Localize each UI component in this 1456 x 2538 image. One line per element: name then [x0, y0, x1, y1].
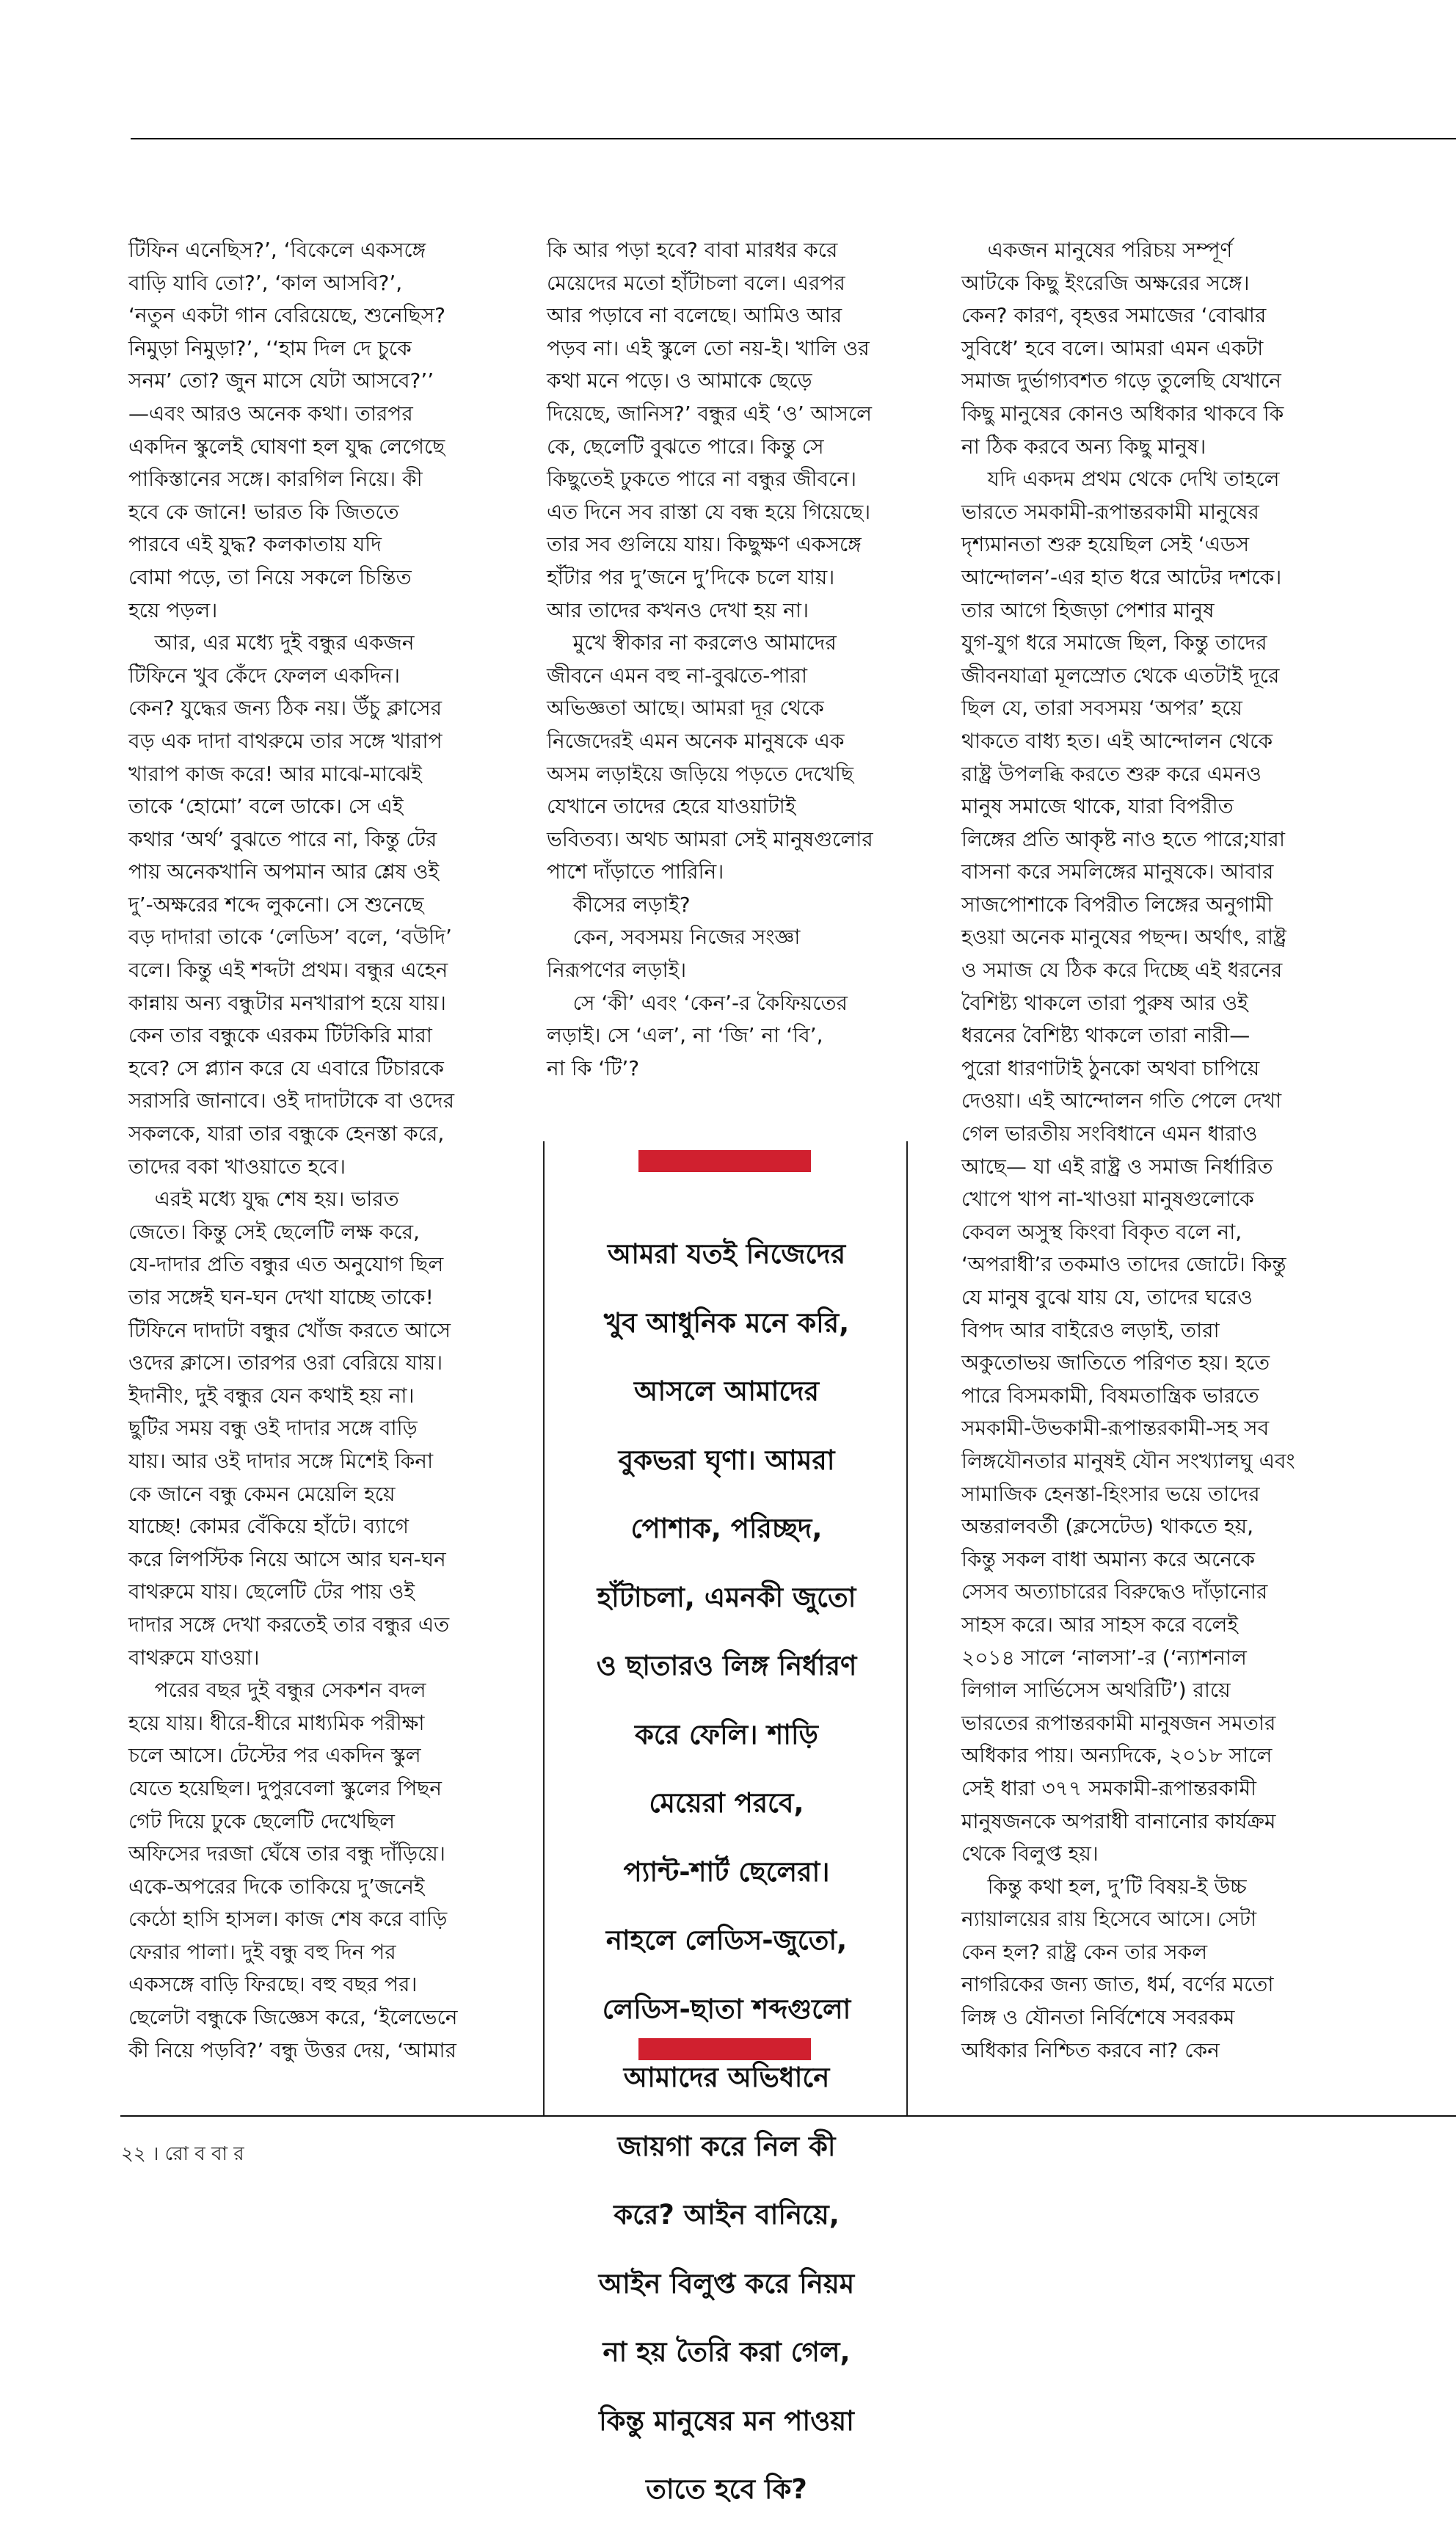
text-line: ফেরার পালা। দুই বন্ধু বহু দিন পর	[128, 1939, 396, 1964]
text-line: আন্দোলন’-এর হাত ধরে আটের দশকে।	[961, 564, 1282, 589]
text-line: সুবিধে’ হবে বলে। আমরা এমন একটা	[961, 335, 1264, 360]
text-line: আছে— যা এই রাষ্ট্র ও সমাজ নির্ধারিত	[961, 1154, 1273, 1179]
text-line: মেয়েরা পরবে,	[649, 1787, 804, 1819]
text-line: এত দিনে সব রাস্তা যে বন্ধ হয়ে গিয়েছে।	[547, 499, 871, 524]
text-line: তাদের বকা খাওয়াতে হবে।	[128, 1154, 346, 1179]
text-line: হাঁটাচলা, এমনকী জুতো	[597, 1581, 856, 1613]
text-line: ও সমাজ যে ঠিক করে দিচ্ছে এই ধরনের	[961, 958, 1283, 983]
text-line: কিছুতেই ঢুকতে পারে না বন্ধুর জীবনে।	[547, 467, 856, 492]
text-line: টিফিনে খুব কেঁদে ফেলল একদিন।	[128, 663, 401, 688]
text-line: ছেলেটা বন্ধুকে জিজ্ঞেস করে, ‘ইলেভেনে	[128, 2005, 458, 2030]
text-line: পড়ব না। এই স্কুলে তো নয়-ই। খালি ওর	[547, 335, 870, 360]
text-line: ভারতে সমকামী-রূপান্তরকামী মানুষের	[961, 499, 1259, 524]
article-column-left	[128, 234, 528, 2067]
text-line: সরাসরি জানাবে। ওই দাদাটাকে বা ওদের	[128, 1088, 455, 1113]
page-folio: ২২ । রো ব বা র	[121, 2143, 244, 2165]
text-line: মেয়েদের মতো হাঁটাচলা বলে। এরপর	[547, 270, 845, 295]
text-line: যুগ-যুগ ধরে সমাজে ছিল, কিন্তু তাদের	[961, 630, 1267, 655]
text-line: ছিল যে, তারা সবসময় ‘অপর’ হয়ে	[961, 696, 1242, 721]
text-line: পারবে এই যুদ্ধ? কলকাতায় যদি	[128, 532, 382, 557]
text-line: কিন্তু কথা হল, দু’টি বিষয়-ই উচ্চ	[961, 1874, 1247, 1899]
text-line: একে-অপরের দিকে তাকিয়ে দু’জনেই	[128, 1874, 425, 1899]
text-line: হবে? সে প্ল্যান করে যে এবারে টিচারকে	[128, 1055, 444, 1080]
text-line: কেন? কারণ, বৃহত্তর সমাজের ‘বোঝার	[961, 303, 1267, 328]
text-line: দু’-অক্ষরের শব্দে লুকনো। সে শুনেছে	[128, 892, 424, 917]
text-line: অকুতোভয় জাতিতে পরিণত হয়। হতে	[961, 1350, 1270, 1375]
text-line: হয়ে পড়ল।	[128, 597, 218, 622]
text-line: লিঙ্গযৌনতার মানুষই যৌন সংখ্যালঘু এবং	[961, 1448, 1295, 1473]
text-line: যে-দাদার প্রতি বন্ধুর এত অনুযোগ ছিল	[128, 1252, 444, 1277]
text-line: যেখানে তাদের হেরে যাওয়াটাই	[547, 794, 796, 819]
text-line: কেন তার বন্ধুকে এরকম টিটকিরি মারা	[128, 1023, 432, 1048]
text-line: দিয়েছে, জানিস?’ বন্ধুর এই ‘ও’ আসলে	[547, 401, 872, 426]
text-line: কী নিয়ে পড়বি?’ বন্ধু উত্তর দেয়, ‘আমার	[128, 2037, 456, 2062]
text-line: কিন্তু মানুষের মন পাওয়া	[599, 2404, 854, 2437]
text-line: কে জানে বন্ধু কেমন মেয়েলি হয়ে	[128, 1481, 396, 1506]
text-line: এরই মধ্যে যুদ্ধ শেষ হয়। ভারত	[128, 1187, 399, 1212]
text-line: ‘অপরাধী’র তকমাও তাদের জোটে। কিন্তু	[961, 1252, 1286, 1277]
text-line: অভিজ্ঞতা আছে। আমরা দূর থেকে	[547, 696, 824, 721]
text-line: লেডিস-ছাতা শব্দগুলো	[602, 1993, 851, 2025]
text-line: কীসের লড়াই?	[547, 892, 691, 917]
text-line: টিফিনে দাদাটা বন্ধুর খোঁজ করতে আসে	[128, 1317, 451, 1342]
text-line: অন্তরালবর্তী (ক্লসেটেড) থাকতে হয়,	[961, 1514, 1254, 1539]
text-line: জীবনযাত্রা মূলস্রোত থেকে এতটাই দূরে	[961, 663, 1280, 688]
text-line: থেকে বিলুপ্ত হয়।	[961, 1841, 1099, 1866]
text-line: বাসনা করে সমলিঙ্গের মানুষকে। আবার	[961, 859, 1274, 884]
text-line: সমাজ দুর্ভাগ্যবশত গড়ে তুলেছি যেখানে	[961, 368, 1281, 393]
text-line: খুব আধুনিক মনে করি,	[603, 1306, 850, 1339]
article-column-right	[961, 234, 1372, 2067]
column-divider-right	[906, 1141, 908, 2116]
text-line: নিরূপণের লড়াই।	[547, 958, 687, 983]
text-line: আইন বিলুপ্ত করে নিয়ম	[598, 2267, 855, 2299]
text-line: যেতে হয়েছিল। দুপুরবেলা স্কুলের পিছন	[128, 1775, 442, 1800]
text-line: কেন, সবসময় নিজের সংজ্ঞা	[547, 925, 801, 950]
text-line: কথার ‘অর্থ’ বুঝতে পারে না, কিন্তু টের	[128, 826, 437, 851]
text-line: নিজেদেরই এমন অনেক মানুষকে এক	[547, 728, 845, 753]
text-line: ধরনের বৈশিষ্ট্য থাকলে তারা নারী—	[961, 1023, 1251, 1048]
text-line: নিমুড়া নিমুড়া?’, ‘‘হাম দিল দে চুকে	[128, 335, 412, 360]
text-line: পারে বিসমকামী, বিষমতান্ত্রিক ভারতে	[961, 1383, 1259, 1408]
text-line: বলে। কিন্তু এই শব্দটা প্রথম। বন্ধুর এহেন	[128, 958, 448, 983]
text-line: হওয়া অনেক মানুষের পছন্দ। অর্থাৎ, রাষ্ট্র	[961, 925, 1286, 950]
text-line: কেবল অসুস্থ কিংবা বিকৃত বলে না,	[961, 1219, 1242, 1244]
text-line: আর, এর মধ্যে দুই বন্ধুর একজন	[128, 630, 415, 655]
text-line: লিগাল সার্ভিসেস অথরিটি’) রায়ে	[961, 1678, 1231, 1703]
text-line: পাশে দাঁড়াতে পারিনি।	[547, 859, 724, 884]
text-line: করে লিপস্টিক নিয়ে আসে আর ঘন-ঘন	[128, 1546, 446, 1571]
text-line: সমকামী-উভকামী-রূপান্তরকামী-সহ সব	[961, 1416, 1270, 1441]
text-line: ন্যায়ালয়ের রায় হিসেবে আসে। সেটা	[961, 1907, 1257, 1932]
top-rule	[131, 138, 1456, 139]
text-line: চলে আসে। টেস্টের পর একদিন স্কুল	[128, 1743, 421, 1768]
article-column-middle	[547, 234, 892, 1085]
text-line: যদি একদম প্রথম থেকে দেখি তাহলে	[961, 467, 1280, 492]
text-line: কেঠো হাসি হাসল। কাজ শেষ করে বাড়ি	[128, 1907, 448, 1932]
text-line: কান্নায় অন্য বন্ধুটার মনখারাপ হয়ে যায়।	[128, 990, 446, 1015]
text-line: জীবনে এমন বহু না-বুঝতে-পারা	[547, 663, 808, 688]
bottom-rule	[120, 2115, 1456, 2117]
text-line: বাড়ি যাবি তো?’, ‘কাল আসবি?’,	[128, 270, 403, 295]
text-line: আমাদের অভিধানে	[623, 2062, 830, 2093]
text-line: হবে কে জানে! ভারত কি জিততে	[128, 499, 399, 524]
text-line: কিন্তু সকল বাধা অমান্য করে অনেকে	[961, 1546, 1255, 1571]
text-line: প্যান্ট-শার্ট ছেলেরা।	[623, 1855, 830, 1888]
text-line: একসঙ্গে বাড়ি ফিরছে। বহু বছর পর।	[128, 1972, 418, 1997]
text-line: বোমা পড়ে, তা নিয়ে সকলে চিন্তিত	[128, 564, 412, 589]
text-line: সামাজিক হেনস্তা-হিংসার ভয়ে তাদের	[961, 1481, 1260, 1506]
pullquote-bottom-bar	[638, 2038, 811, 2060]
text-line: খোপে খাপ না-খাওয়া মানুষগুলোকে	[961, 1187, 1254, 1212]
pullquote	[558, 1207, 895, 2538]
text-line: একজন মানুষের পরিচয় সম্পূর্ণ	[961, 238, 1233, 262]
text-line: জায়গা করে নিল কী	[617, 2130, 836, 2162]
text-line: হয়ে যায়। ধীরে-ধীরে মাধ্যমিক পরীক্ষা	[128, 1710, 425, 1735]
text-line: যে মানুষ বুঝে যায় যে, তাদের ঘরেও	[961, 1285, 1253, 1309]
text-line: ওদের ক্লাসে। তারপর ওরা বেরিয়ে যায়।	[128, 1350, 443, 1375]
text-line: লড়াই। সে ‘এল’, না ‘জি’ না ‘বি’,	[547, 1023, 823, 1048]
text-line: ভবিতব্য। অথচ আমরা সেই মানুষগুলোর	[547, 826, 873, 851]
text-line: আর তাদের কখনও দেখা হয় না।	[547, 597, 809, 622]
text-line: ও ছাতারও লিঙ্গ নির্ধারণ	[596, 1650, 857, 1681]
text-line: পোশাক, পরিচ্ছদ,	[630, 1513, 823, 1544]
text-line: করে ফেলি। শাড়ি	[635, 1718, 818, 1750]
text-line: ইদানীং, দুই বন্ধুর যেন কথাই হয় না।	[128, 1383, 415, 1408]
text-line: দৃশ্যমানতা শুরু হয়েছিল সেই ‘এডস	[961, 532, 1250, 557]
text-line: পায় অনেকখানি অপমান আর শ্লেষ ওই	[128, 859, 440, 884]
text-line: সেই ধারা ৩৭৭ সমকামী-রূপান্তরকামী	[961, 1775, 1256, 1800]
text-line: খারাপ কাজ করে! আর মাঝে-মাঝেই	[128, 761, 422, 786]
text-line: বড় এক দাদা বাথরুমে তার সঙ্গে খারাপ	[128, 728, 443, 753]
text-line: আসলে আমাদের	[633, 1375, 819, 1407]
text-line: পাকিস্তানের সঙ্গে। কারগিল নিয়ে। কী	[128, 467, 423, 492]
text-line: কেন? যুদ্ধের জন্য ঠিক নয়। উঁচু ক্লাসের	[128, 696, 443, 721]
text-line: অফিসের দরজা ঘেঁষে তার বন্ধু দাঁড়িয়ে।	[128, 1841, 445, 1866]
text-line: অধিকার নিশ্চিত করবে না? কেন	[961, 2037, 1220, 2062]
text-line: বিপদ আর বাইরেও লড়াই, তারা	[961, 1317, 1220, 1342]
text-line: রাষ্ট্র উপলব্ধি করতে শুরু করে এমনও	[961, 761, 1262, 786]
text-line: সনম’ তো? জুন মাসে যেটা আসবে?’’	[128, 368, 434, 393]
text-line: জেতে। কিন্তু সেই ছেলেটি লক্ষ করে,	[128, 1219, 420, 1244]
text-line: পরের বছর দুই বন্ধুর সেকশন বদল	[128, 1678, 426, 1703]
text-line: মানুষজনকে অপরাধী বানানোর কার্যক্রম	[961, 1808, 1276, 1833]
text-line: ২০১৪ সালে ‘নালসা’-র (‘ন্যাশনাল	[961, 1645, 1247, 1670]
text-line: কি আর পড়া হবে? বাবা মারধর করে	[547, 238, 838, 262]
column-divider-left	[543, 1141, 545, 2116]
text-line: না ঠিক করবে অন্য কিছু মানুষ।	[961, 434, 1206, 459]
text-line: কে, ছেলেটি বুঝতে পারে। কিন্তু সে	[547, 434, 824, 459]
text-line: মানুষ সমাজে থাকে, যারা বিপরীত	[961, 794, 1234, 819]
text-line: দাদার সঙ্গে দেখা করতেই তার বন্ধুর এত	[128, 1612, 450, 1637]
text-line: একদিন স্কুলেই ঘোষণা হল যুদ্ধ লেগেছে	[128, 434, 445, 459]
text-line: সে ‘কী’ এবং ‘কেন’-র কৈফিয়তের	[547, 990, 848, 1015]
text-line: অসম লড়াইয়ে জড়িয়ে পড়তে দেখেছি	[547, 761, 853, 786]
text-line: বৈশিষ্ট্য থাকলে তারা পুরুষ আর ওই	[961, 990, 1248, 1015]
text-line: না কি ‘টি’?	[547, 1055, 640, 1080]
text-line: নাগরিকের জন্য জাত, ধর্ম, বর্ণের মতো	[961, 1972, 1274, 1997]
text-line: বড় দাদারা তাকে ‘লেডিস’ বলে, ‘বউদি’	[128, 925, 452, 950]
text-line: না হয় তৈরি করা গেল,	[603, 2336, 851, 2368]
text-line: ভারতের রূপান্তরকামী মানুষজন সমতার	[961, 1710, 1276, 1735]
text-line: আমরা যতই নিজেদের	[607, 1238, 846, 1270]
text-line: করে? আইন বানিয়ে,	[614, 2199, 840, 2230]
pullquote-top-bar	[638, 1150, 811, 1172]
text-line: মুখে স্বীকার না করলেও আমাদের	[547, 630, 837, 655]
text-line: লিঙ্গের প্রতি আকৃষ্ট নাও হতে পারে;যারা	[961, 826, 1285, 851]
text-line: থাকতে বাধ্য হত। এই আন্দোলন থেকে	[961, 728, 1273, 753]
text-line: যাচ্ছে! কোমর বেঁকিয়ে হাঁটে। ব্যাগে	[128, 1514, 409, 1539]
text-line: সকলকে, যারা তার বন্ধুকে হেনস্তা করে,	[128, 1121, 445, 1146]
text-line: গেল ভারতীয় সংবিধানে এমন ধারাও	[961, 1121, 1258, 1146]
text-line: গেট দিয়ে ঢুকে ছেলেটি দেখেছিল	[128, 1808, 395, 1833]
text-line: অধিকার পায়। অন্যদিকে, ২০১৮ সালে	[961, 1743, 1273, 1768]
text-line: সাজপোশাকে বিপরীত লিঙ্গের অনুগামী	[961, 892, 1273, 917]
text-line: আটকে কিছু ইংরেজি অক্ষরের সঙ্গে।	[961, 270, 1250, 295]
text-line: —এবং আরও অনেক কথা। তারপর	[128, 401, 413, 426]
text-line: বাথরুমে যাওয়া।	[128, 1645, 260, 1670]
text-line: ছুটির সময় বন্ধু ওই দাদার সঙ্গে বাড়ি	[128, 1416, 418, 1441]
text-line: সাহস করে। আর সাহস করে বলেই	[961, 1612, 1238, 1637]
text-line: তাকে ‘হোমো’ বলে ডাকে। সে এই	[128, 794, 404, 819]
text-line: বুকভরা ঘৃণা। আমরা	[618, 1444, 835, 1476]
text-line: তার সব গুলিয়ে যায়। কিছুক্ষণ একসঙ্গে	[547, 532, 862, 557]
text-line: বাথরুমে যায়। ছেলেটি টের পায় ওই	[128, 1579, 415, 1604]
text-line: তাতে হবে কি?	[646, 2473, 807, 2505]
text-line: হাঁটার পর দু’জনে দু’দিকে চলে যায়।	[547, 564, 835, 589]
text-line: নাহলে লেডিস-জুতো,	[605, 1924, 848, 1956]
text-line: তার আগে হিজড়া পেশার মানুষ	[961, 597, 1215, 622]
text-line: কেন হল? রাষ্ট্র কেন তার সকল	[961, 1939, 1208, 1964]
text-line: লিঙ্গ ও যৌনতা নির্বিশেষে সবরকম	[961, 2005, 1235, 2030]
text-line: ‘নতুন একটা গান বেরিয়েছে, শুনেছিস?	[128, 303, 446, 328]
text-line: কথা মনে পড়ে। ও আমাকে ছেড়ে	[547, 368, 812, 393]
text-line: সেসব অত্যাচারের বিরুদ্ধেও দাঁড়ানোর	[961, 1579, 1268, 1604]
text-line: কিছু মানুষের কোনও অধিকার থাকবে কি	[961, 401, 1284, 426]
text-line: আর পড়াবে না বলেছে। আমিও আর	[547, 303, 842, 328]
text-line: টিফিন এনেছিস?’, ‘বিকেলে একসঙ্গে	[128, 238, 426, 262]
text-line: দেওয়া। এই আন্দোলন গতি পেলে দেখা	[961, 1088, 1282, 1113]
text-line: তার সঙ্গেই ঘন-ঘন দেখা যাচ্ছে তাকে!	[128, 1285, 434, 1309]
text-line: যায়। আর ওই দাদার সঙ্গে মিশেই কিনা	[128, 1448, 434, 1473]
text-line: পুরো ধারণাটাই ঠুনকো অথবা চাপিয়ে	[961, 1055, 1260, 1080]
